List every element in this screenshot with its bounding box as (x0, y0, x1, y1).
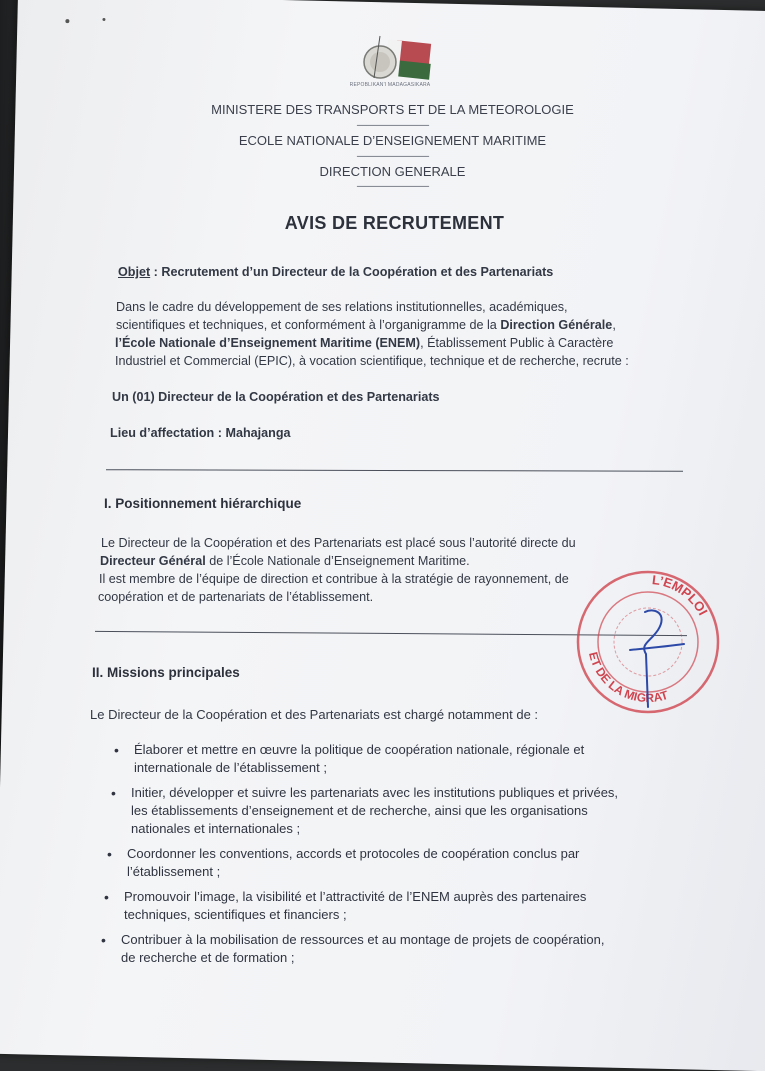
list-item (104, 888, 587, 924)
document-title: AVIS DE RECRUTEMENT (284, 213, 505, 233)
bullet-icon: • (101, 932, 106, 948)
bullet-icon: • (114, 742, 119, 758)
list-item-line: nationales et internationales ; (131, 821, 301, 836)
paragraph-line: coopération et de partenariats de l’établissement. (98, 590, 374, 604)
official-stamp (560, 562, 735, 722)
separator: ------------------------------------ (356, 120, 429, 130)
separator: ------------------------------------ (356, 151, 429, 161)
bullet-icon: • (107, 846, 112, 862)
list-item (101, 931, 605, 967)
bullet-icon: • (111, 785, 116, 801)
intro-line (116, 318, 616, 332)
separator: ------------------------------------ (356, 181, 429, 191)
list-item (111, 784, 619, 838)
pin-hole (65, 19, 69, 23)
list-item-line: Promouvoir l’image, la visibilité et l’attractivité de l’ENEM auprès des partenaires (124, 889, 587, 904)
paragraph-line: Le Directeur de la Coopération et des Partenariats est placé sous l’autorité directe du (101, 536, 576, 550)
list-item-line: les établissements d’enseignement et de recherche, ainsi que les organisations (131, 803, 588, 818)
list-item-line: Élaborer et mettre en œuvre la politique de coopération nationale, régionale et (134, 742, 585, 757)
location-line: Lieu d’affectation : Mahajanga (110, 426, 291, 440)
paragraph-line: Il est membre de l’équipe de direction et contribue à la stratégie de rayonnement, de (99, 572, 569, 586)
intro-text: , (612, 318, 616, 332)
list-item-line: Coordonner les conventions, accords et protocoles de coopération conclus par (127, 846, 580, 861)
section-heading: II. Missions principales (92, 665, 240, 680)
section-heading: I. Positionnement hiérarchique (104, 496, 302, 511)
intro-line: Dans le cadre du développement de ses relations institutionnelles, académiques, (116, 300, 568, 314)
list-item-line: Contribuer à la mobilisation de ressources et au montage de projets de coopération, (121, 932, 605, 947)
stamp-top-text: L’EMPLOI (651, 572, 711, 618)
intro-bold: l’École Nationale d’Enseignement Maritime (ENEM) (115, 336, 421, 350)
paragraph-bold: Directeur Général (100, 554, 206, 568)
list-item-line: internationale de l’établissement ; (134, 760, 327, 775)
stamp-bottom-text: ET DE LA MIGRAT (586, 650, 670, 706)
subject-line (118, 265, 553, 279)
school-name: ECOLE NATIONALE D’ENSEIGNEMENT MARITIME (238, 133, 547, 148)
subject-text: : Recrutement d’un Directeur de la Coopération et des Partenariats (150, 265, 554, 279)
list-item (114, 741, 585, 777)
intro-text: , Établissement Public à Caractère (420, 336, 614, 350)
intro-bold: Direction Générale (500, 318, 613, 332)
emblem-caption: REPOBLIKAN'I MADAGASIKARA (349, 82, 431, 88)
list-item-line: l’établissement ; (127, 864, 221, 879)
bullet-icon: • (104, 889, 109, 905)
list-item (107, 845, 580, 881)
intro-line: Industriel et Commercial (EPIC), à vocation scientifique, technique et de recherche, recrute : (115, 354, 629, 368)
pin-hole (102, 18, 105, 21)
direction-name: DIRECTION GENERALE (319, 164, 466, 179)
intro-text: scientifiques et techniques, et conformément à l’organigramme de la (116, 318, 501, 332)
subject-label: Objet (118, 265, 151, 279)
ministry-name: MINISTERE DES TRANSPORTS ET DE LA METEOROLOGIE (211, 102, 574, 117)
list-item-line: Initier, développer et suivre les partenariats avec les institutions publiques et privées, (131, 785, 619, 800)
paragraph-line (100, 554, 470, 568)
position-title: Un (01) Directeur de la Coopération et des Partenariats (112, 390, 440, 404)
paragraph-text: de l’École Nationale d’Enseignement Maritime. (205, 554, 470, 568)
intro-line (115, 336, 613, 350)
paragraph-line: Le Directeur de la Coopération et des Partenariats est chargé notamment de : (90, 707, 539, 722)
list-item-line: techniques, scientifiques et financiers ; (124, 907, 347, 922)
list-item-line: de recherche et de formation ; (121, 950, 295, 965)
